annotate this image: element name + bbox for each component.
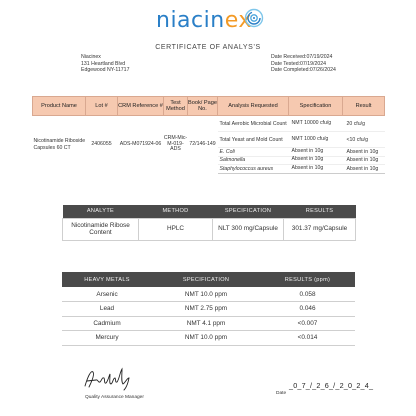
- spec-cell: Absent in 10g: [289, 156, 343, 165]
- logo-text-main: niacin: [156, 8, 225, 33]
- spec-cell: NMT 10000 cfu/g: [289, 116, 343, 132]
- logo-text-accent: ex: [224, 8, 252, 33]
- metal-cell: Arsenic: [62, 287, 152, 302]
- signature-image: [82, 366, 134, 392]
- heavy-metals-table: [62, 272, 355, 346]
- col-crm-reference: CRM Reference #: [118, 97, 164, 116]
- result-cell: Absent in 10g: [343, 156, 385, 165]
- col-analysis-requested: Analysis Requested: [218, 97, 289, 116]
- col-results: RESULTS: [284, 205, 356, 218]
- address-line-1: 131 Heartland Blvd: [81, 60, 126, 67]
- company-address: [81, 54, 129, 74]
- col-method: METHOD: [139, 205, 213, 218]
- result-cell: Absent in 10g: [343, 148, 385, 157]
- col-results-ppm: RESULTS (ppm): [260, 272, 355, 287]
- assay-header-row: [63, 205, 356, 218]
- book-page: 72/146-149: [188, 116, 218, 174]
- spec-cell: NMT 2.75 ppm: [152, 302, 260, 317]
- result-cell: <0.007: [260, 316, 355, 331]
- analyte-cell: Nicotinamide Ribose Content: [63, 218, 139, 240]
- col-result: Result: [343, 97, 385, 116]
- metal-cell: Mercury: [62, 331, 152, 346]
- method-cell: HPLC: [139, 218, 213, 240]
- date-tested: Date Tested:07/19/2024: [271, 60, 326, 67]
- micro-header-row: [33, 97, 385, 116]
- lot-number: 2406055: [86, 116, 118, 174]
- spec-cell: Absent in 10g: [289, 165, 343, 174]
- logo-swirl-icon: [244, 8, 264, 28]
- col-product-name: Product Name: [33, 97, 86, 116]
- result-cell: <0.014: [260, 331, 355, 346]
- spec-cell: NMT 1000 cfu/g: [289, 132, 343, 148]
- col-test-method: Test Method: [164, 97, 188, 116]
- table-row: [62, 331, 355, 346]
- analysis-cell: Total Yeast and Mold Count: [218, 132, 289, 148]
- spec-cell: Absent in 10g: [289, 148, 343, 157]
- result-cell: 0.058: [260, 287, 355, 302]
- result-cell: 20 cfu/g: [343, 116, 385, 132]
- col-analyte: ANALYTE: [63, 205, 139, 218]
- table-row: [63, 218, 356, 240]
- date-received: Date Received:07/19/2024: [271, 54, 333, 60]
- col-specification: SPECIFICATION: [152, 272, 260, 287]
- table-row: [62, 316, 355, 331]
- date-completed: Date Completed:07/26/2024: [271, 67, 336, 74]
- metals-header-row: [62, 272, 355, 287]
- analysis-cell: Total Aerobic Microbial Count: [218, 116, 289, 132]
- logo: [0, 6, 416, 40]
- spec-cell: NMT 4.1 ppm: [152, 316, 260, 331]
- result-cell: Absent in 10g: [343, 165, 385, 174]
- logo-wordmark: [156, 8, 252, 33]
- result-cell: 0.046: [260, 302, 355, 317]
- product-name: Nicotinamide Riboside Capsules 60 CT: [33, 116, 86, 174]
- col-lot: Lot #: [86, 97, 118, 116]
- company-name: Niacinex: [81, 54, 101, 60]
- table-row: [62, 287, 355, 302]
- table-row: [33, 116, 385, 132]
- signature-date: _0_7_/_2_6_/_2_0_2_4_: [289, 381, 374, 390]
- test-method: CRM-Mic-M-019-ADS: [164, 116, 188, 174]
- date-block: [271, 54, 336, 74]
- result-cell: <10 cfu/g: [343, 132, 385, 148]
- date-label: Date: [276, 391, 287, 396]
- analysis-cell: Salmonella: [218, 156, 289, 165]
- col-specification: Specification: [289, 97, 343, 116]
- certificate-title: CERTIFICATE OF ANALYS’S: [155, 44, 261, 51]
- col-specification: SPECIFICATION: [213, 205, 284, 218]
- col-book-page: Book/ Page No.: [188, 97, 218, 116]
- crm-reference: ADS-M071924-06: [118, 116, 164, 174]
- micro-table: [32, 96, 385, 174]
- result-cell: 301.37 mg/Capsule: [284, 218, 356, 240]
- assay-table: [62, 205, 356, 241]
- signer-title: Quality Assurance Manager: [85, 395, 144, 400]
- metal-cell: Cadmium: [62, 316, 152, 331]
- table-row: [62, 302, 355, 317]
- analysis-cell: E. Coli: [218, 148, 289, 157]
- spec-cell: NLT 300 mg/Capsule: [213, 218, 284, 240]
- address-line-2: Edgewood NY-11717: [81, 67, 130, 74]
- col-heavy-metals: HEAVY METALS: [62, 272, 152, 287]
- metal-cell: Lead: [62, 302, 152, 317]
- spec-cell: NMT 10.0 ppm: [152, 287, 260, 302]
- spec-cell: NMT 10.0 ppm: [152, 331, 260, 346]
- analysis-cell: Staphylococcus aureus: [218, 165, 289, 174]
